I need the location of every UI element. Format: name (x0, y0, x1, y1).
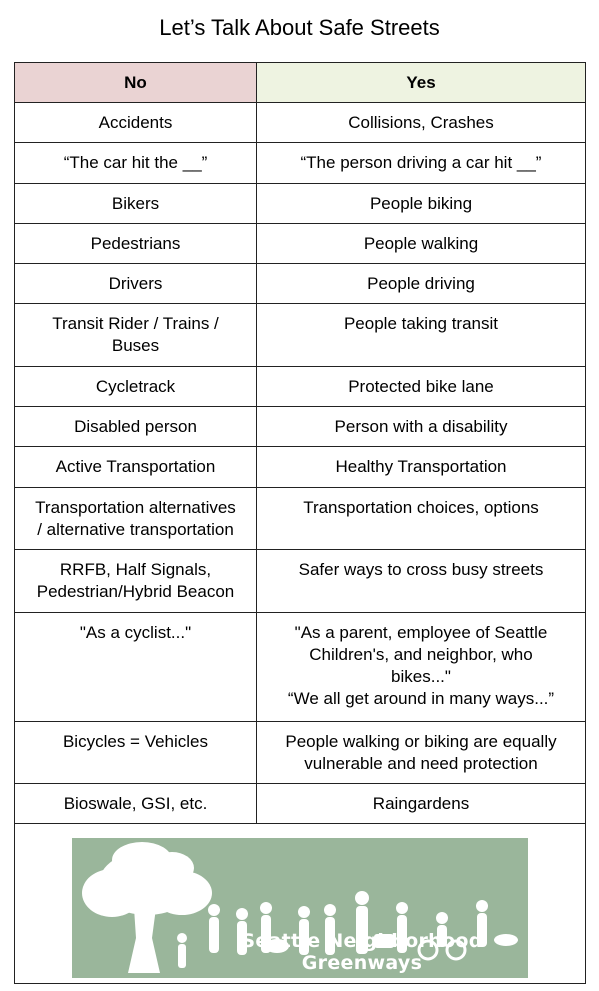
cell-yes: People biking (257, 184, 586, 224)
table-row (15, 264, 586, 304)
cell-yes: "As a parent, employee of Seattle Children's, and neighbor, who bikes..." “We all get around in many ways...” (257, 613, 586, 722)
cell-yes: Raingardens (257, 784, 586, 824)
cell-yes: Collisions, Crashes (257, 103, 586, 143)
cell-no: Disabled person (15, 407, 257, 447)
table-row (15, 613, 586, 722)
cell-yes: Safer ways to cross busy streets (257, 550, 586, 613)
cell-no: Pedestrians (15, 224, 257, 264)
cell-yes: People driving (257, 264, 586, 304)
table-row (15, 488, 586, 550)
cell-yes: People walking (257, 224, 586, 264)
logo-row (15, 824, 586, 984)
cell-yes: Transportation choices, options (257, 488, 586, 550)
safe-streets-table (14, 62, 586, 984)
table-header-row (15, 63, 586, 103)
cell-yes: People walking or biking are equally vulnerable and need protection (257, 722, 586, 784)
table-row (15, 367, 586, 407)
header-yes: Yes (257, 63, 586, 103)
cell-no: "As a cyclist..." (15, 613, 257, 722)
cell-no: Bikers (15, 184, 257, 224)
table-row (15, 184, 586, 224)
cell-yes: “The person driving a car hit __” (257, 143, 586, 184)
cell-no: Cycletrack (15, 367, 257, 407)
cell-yes: People taking transit (257, 304, 586, 367)
table-row (15, 784, 586, 824)
cell-no: Drivers (15, 264, 257, 304)
table-row (15, 407, 586, 447)
logo-cell (15, 824, 586, 984)
cell-yes: Protected bike lane (257, 367, 586, 407)
seattle-neighborhood-greenways-logo (72, 838, 528, 978)
header-no: No (15, 63, 257, 103)
cell-no: Active Transportation (15, 447, 257, 488)
cell-no: Bicycles = Vehicles (15, 722, 257, 784)
cell-no: Transit Rider / Trains / Buses (15, 304, 257, 367)
table-row (15, 224, 586, 264)
cell-yes: Person with a disability (257, 407, 586, 447)
logo-text: Seattle Neighborhood Greenways (241, 929, 483, 974)
table-row (15, 304, 586, 367)
cell-no: Transportation alternatives / alternative transportation (15, 488, 257, 550)
table-row (15, 550, 586, 613)
page-title: Let’s Talk About Safe Streets (159, 15, 440, 40)
table-row (15, 722, 586, 784)
table-row (15, 447, 586, 488)
table-row (15, 103, 586, 143)
table-row (15, 143, 586, 184)
cell-no: RRFB, Half Signals, Pedestrian/Hybrid Beacon (15, 550, 257, 613)
cell-no: Bioswale, GSI, etc. (15, 784, 257, 824)
cell-no: “The car hit the __” (15, 143, 257, 184)
cell-yes: Healthy Transportation (257, 447, 586, 488)
cell-no: Accidents (15, 103, 257, 143)
